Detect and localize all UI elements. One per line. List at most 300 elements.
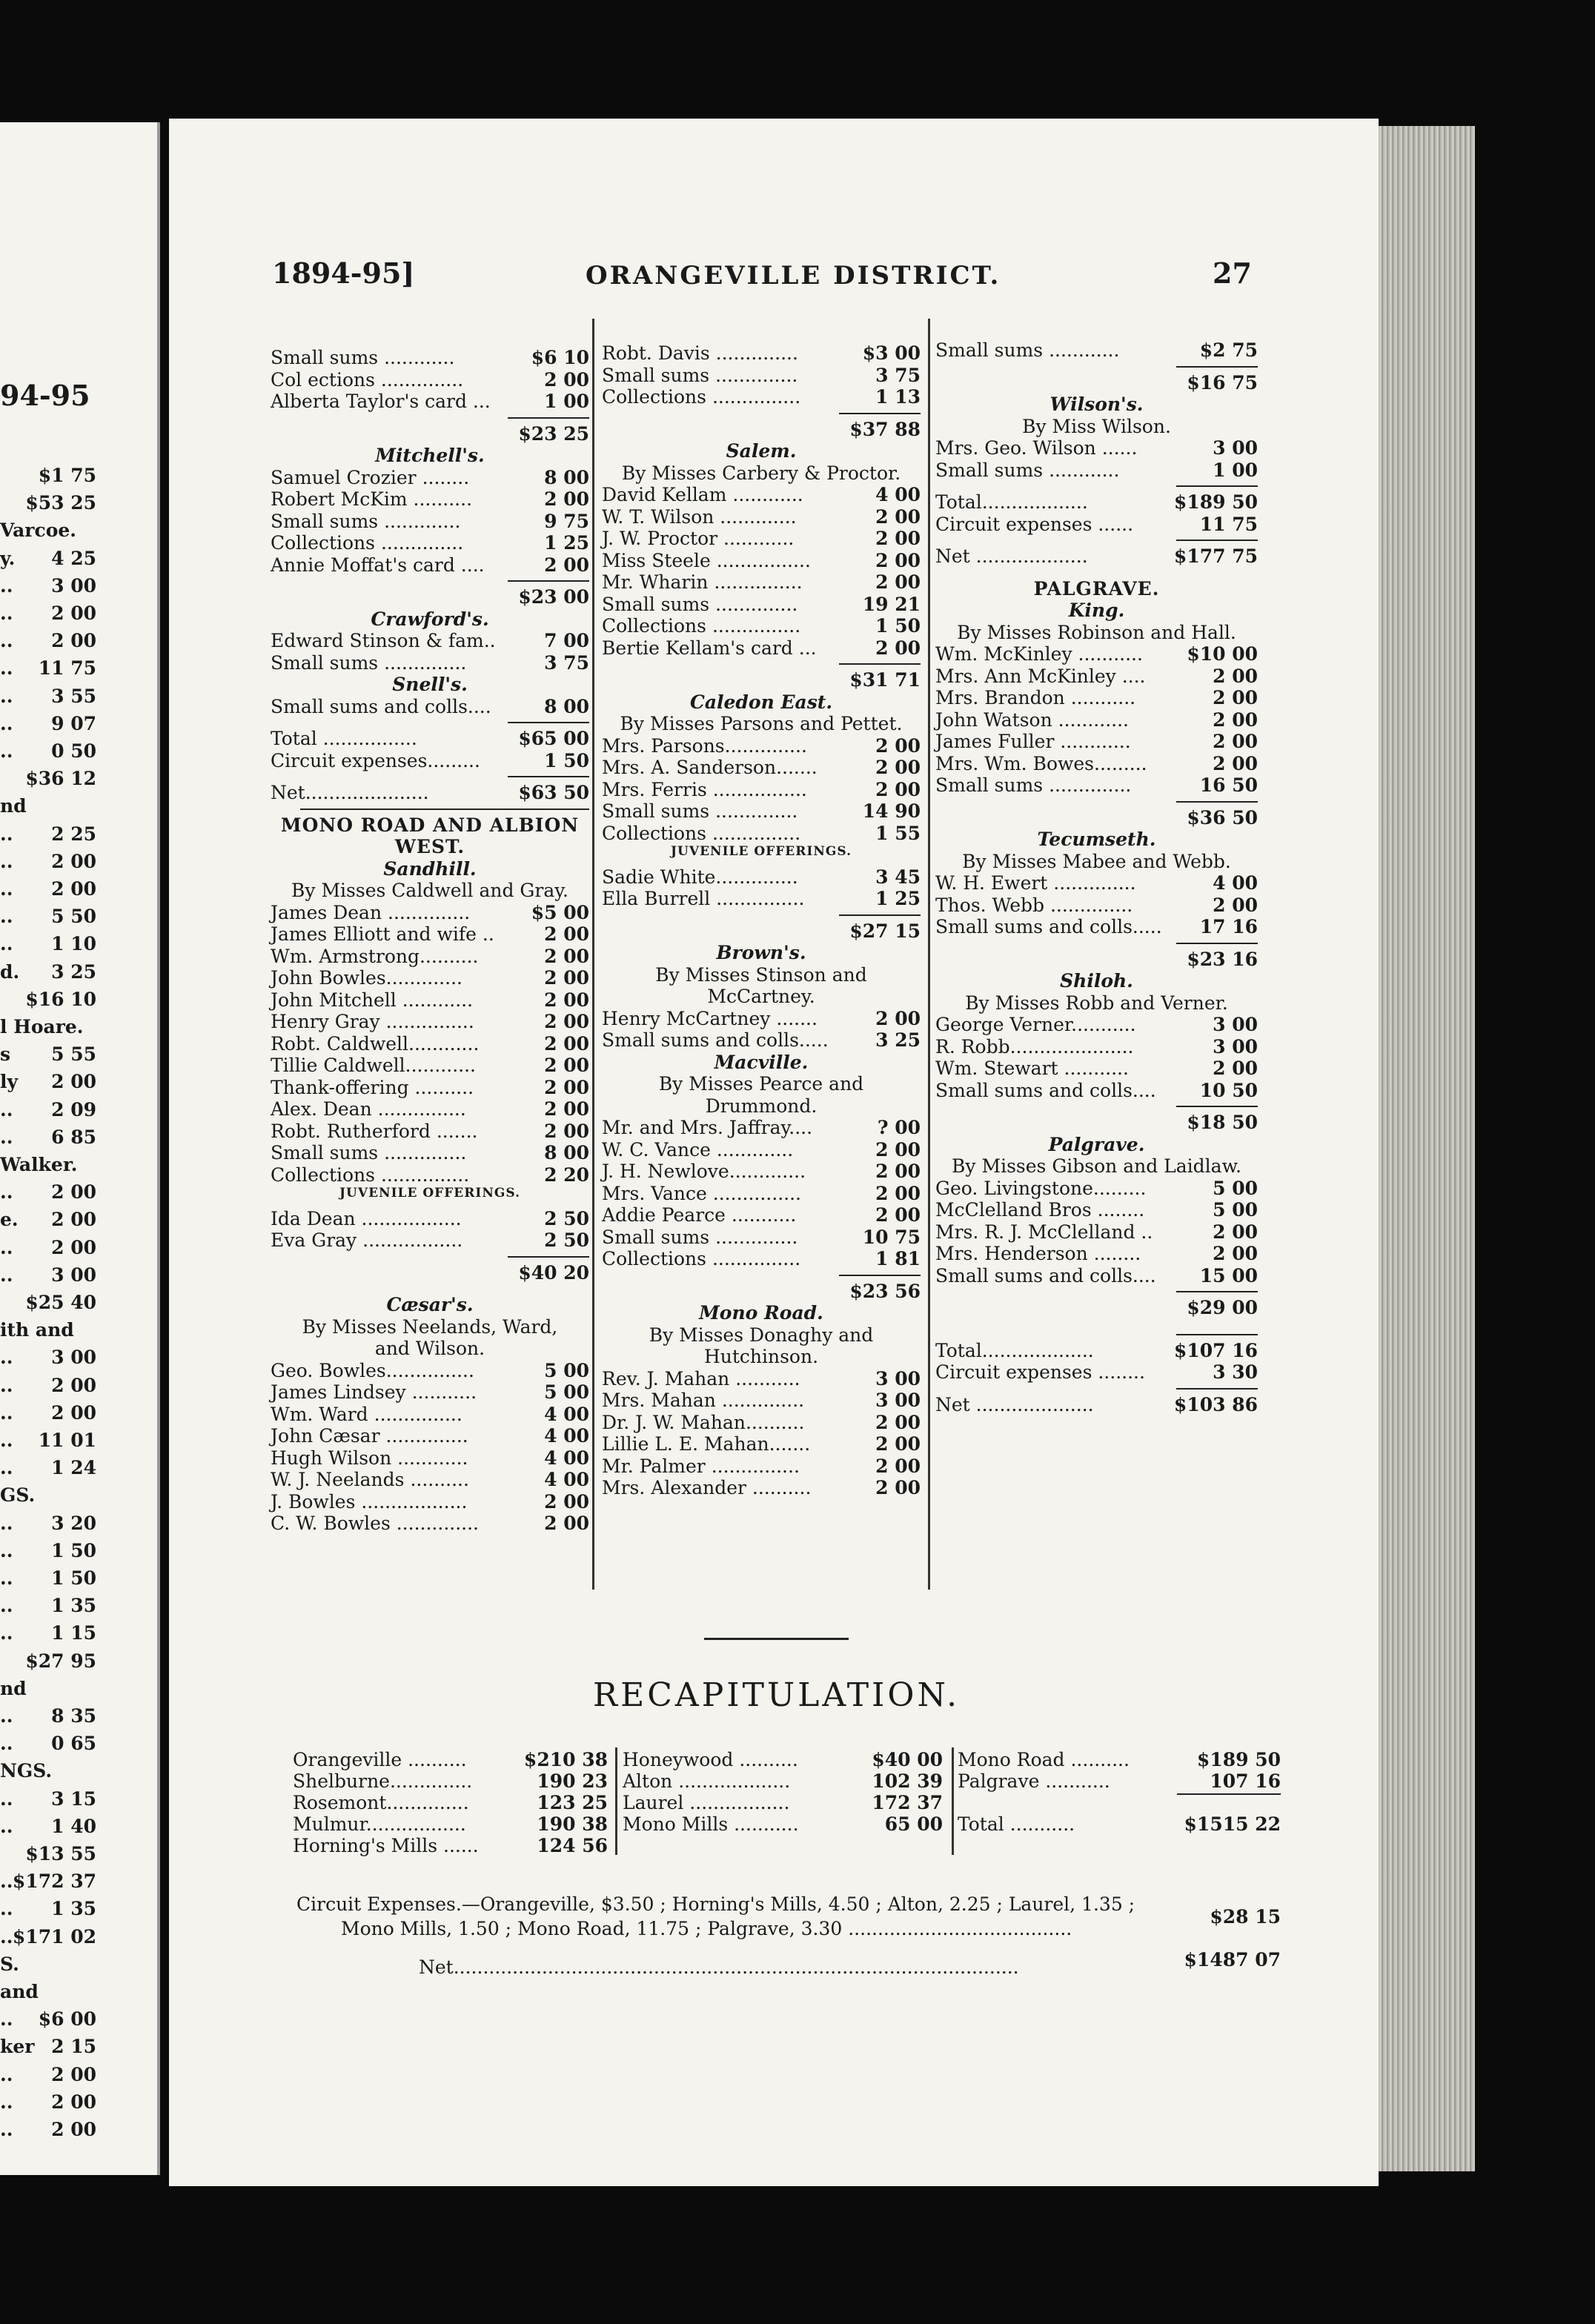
entry-amount: 2 00 bbox=[544, 1032, 589, 1055]
entry-label: Total................... bbox=[935, 1339, 1094, 1361]
ledger-entry bbox=[935, 1112, 1258, 1134]
ledger-entry bbox=[271, 369, 589, 391]
recap-rule-1 bbox=[615, 1747, 617, 1855]
entry-label: McCartney. bbox=[707, 986, 815, 1007]
congregation-heading bbox=[602, 1302, 921, 1324]
ledger-entry bbox=[602, 800, 921, 823]
entry-amount: 2 00 bbox=[544, 923, 589, 945]
entry-label: By Misses Caldwell and Gray. bbox=[291, 880, 568, 901]
entry-amount: 2 00 bbox=[544, 989, 589, 1011]
ledger-entry bbox=[602, 1455, 921, 1478]
entry-label: Samuel Crozier ........ bbox=[271, 466, 470, 488]
fragment-amount: 5 50 bbox=[51, 906, 96, 928]
entry-amount: 2 20 bbox=[544, 1163, 589, 1186]
left-page-fragment bbox=[0, 548, 96, 570]
left-page-fragment bbox=[0, 989, 96, 1011]
ledger-entry bbox=[602, 1412, 921, 1434]
fragment-amount: 2 00 bbox=[51, 1236, 96, 1258]
ledger-entry bbox=[271, 586, 589, 608]
ledger-entry bbox=[602, 571, 921, 594]
rule-line bbox=[1176, 540, 1258, 541]
rule-line bbox=[508, 417, 589, 419]
entry-label: Mr. and Mrs. Jaffray.... bbox=[602, 1117, 813, 1138]
fragment-amount: 2 00 bbox=[51, 1181, 96, 1204]
sum-rule bbox=[271, 1252, 589, 1262]
entry-label: James Elliott and wife .. bbox=[271, 923, 494, 945]
collectors-line bbox=[602, 713, 921, 735]
ledger-entry bbox=[271, 923, 589, 946]
recap-label: Orangeville .......... bbox=[293, 1749, 467, 1770]
recap-amount: $1515 22 bbox=[1184, 1813, 1281, 1835]
left-page-fragment bbox=[0, 1705, 96, 1727]
entry-label: James Fuller ............ bbox=[935, 731, 1131, 752]
fragment-label: .. bbox=[0, 1457, 13, 1479]
entry-label: Cæsar's. bbox=[386, 1294, 474, 1315]
entry-amount: $107 16 bbox=[1173, 1339, 1258, 1361]
ledger-entry bbox=[602, 365, 921, 387]
entry-label: Mrs. Geo. Wilson ...... bbox=[935, 437, 1138, 459]
fragment-label: NGS. bbox=[0, 1760, 53, 1782]
congregation-heading bbox=[935, 1134, 1258, 1156]
fragment-amount: 3 00 bbox=[51, 574, 96, 597]
entry-label: Net..................... bbox=[271, 782, 429, 803]
fragment-amount: 1 35 bbox=[51, 1595, 96, 1617]
recap-rule-2 bbox=[952, 1747, 954, 1855]
left-page-fragment bbox=[0, 1622, 96, 1644]
entry-amount: 2 00 bbox=[1213, 687, 1258, 708]
entry-label: Small sums .............. bbox=[602, 364, 798, 386]
circuit-expenses-value: $28 15 bbox=[1210, 1906, 1281, 1928]
entry-amount: 2 00 bbox=[544, 488, 589, 510]
ledger-entry bbox=[271, 532, 589, 554]
entry-amount: 2 00 bbox=[544, 1076, 589, 1098]
entry-label: Mrs. Alexander .......... bbox=[602, 1477, 812, 1498]
entry-label: By Misses Robinson and Hall. bbox=[957, 621, 1236, 643]
collectors-line bbox=[935, 992, 1258, 1015]
ledger-entry bbox=[602, 528, 921, 550]
congregation-heading bbox=[935, 394, 1258, 416]
ledger-entry bbox=[271, 967, 589, 989]
entry-label: Collections .............. bbox=[271, 532, 464, 554]
entry-label: Snell's. bbox=[392, 674, 468, 695]
ledger-entry bbox=[935, 1080, 1258, 1102]
entry-amount: 2 00 bbox=[875, 1411, 921, 1433]
entry-label: Alex. Dean ............... bbox=[271, 1098, 466, 1120]
fragment-amount: $6 00 bbox=[38, 2008, 96, 2031]
entry-label: Mrs. A. Sanderson....... bbox=[602, 757, 818, 778]
entry-label: Mr. Wharin ............... bbox=[602, 571, 803, 593]
rule-line bbox=[1176, 485, 1258, 487]
fragment-label: .. bbox=[0, 1512, 13, 1534]
entry-amount: 2 00 bbox=[1213, 1058, 1258, 1079]
fragment-label: GS. bbox=[0, 1484, 36, 1507]
recap-amount: 102 39 bbox=[872, 1770, 943, 1792]
fragment-amount: 11 01 bbox=[38, 1430, 96, 1451]
ledger-entry bbox=[602, 757, 921, 779]
entry-amount: 3 00 bbox=[875, 1367, 921, 1390]
entry-label: Mitchell's. bbox=[375, 445, 485, 466]
entry-amount: $16 75 bbox=[1187, 371, 1258, 394]
fragment-amount: 2 09 bbox=[51, 1098, 96, 1120]
fragment-amount: $53 25 bbox=[25, 492, 96, 514]
entry-label: Collections ............... bbox=[602, 615, 801, 637]
congregation-heading bbox=[271, 674, 589, 696]
collectors-line bbox=[271, 1338, 589, 1360]
ledger-entry bbox=[602, 484, 921, 506]
left-page-fragment bbox=[0, 1237, 96, 1259]
recap-amount: 123 25 bbox=[537, 1792, 608, 1813]
entry-amount: 1 25 bbox=[544, 532, 589, 554]
sum-rule bbox=[602, 1270, 921, 1281]
ledger-entry bbox=[935, 437, 1258, 459]
fragment-label: .. bbox=[0, 657, 13, 680]
entry-amount: $40 20 bbox=[518, 1261, 589, 1284]
fragment-label: d. bbox=[0, 960, 20, 983]
entry-label: Small sums .............. bbox=[935, 774, 1132, 796]
ledger-entry bbox=[271, 696, 589, 718]
entry-label: W. T. Wilson ............. bbox=[602, 505, 797, 528]
fragment-label: .. bbox=[0, 1236, 13, 1258]
recap-label: Shelburne.............. bbox=[293, 1770, 473, 1792]
ledger-entry bbox=[602, 550, 921, 572]
ledger-entry bbox=[935, 1340, 1258, 1362]
entry-label: King. bbox=[1068, 600, 1125, 621]
entry-amount: 14 90 bbox=[862, 800, 921, 822]
entry-label: Circuit expenses ........ bbox=[935, 1361, 1145, 1383]
recap-label: Rosemont.............. bbox=[293, 1792, 469, 1813]
ledger-entry bbox=[935, 1199, 1258, 1221]
fragment-label: .. bbox=[0, 1264, 13, 1286]
fragment-label: Varcoe. bbox=[0, 519, 76, 542]
entry-label: John Bowles............. bbox=[271, 967, 462, 989]
fragment-amount: 11 75 bbox=[38, 657, 96, 680]
fragment-amount: 3 20 bbox=[51, 1512, 96, 1534]
entry-amount: $65 00 bbox=[518, 728, 589, 749]
entry-label: Net ................... bbox=[935, 545, 1088, 567]
left-page-fragment bbox=[0, 1457, 96, 1479]
entry-amount: 1 00 bbox=[1213, 459, 1258, 481]
entry-amount: $5 00 bbox=[531, 901, 589, 923]
left-page-fragment bbox=[0, 1733, 96, 1755]
entry-amount: 3 00 bbox=[875, 1390, 921, 1411]
rule-line bbox=[1176, 1291, 1258, 1292]
ledger-entry bbox=[602, 637, 921, 660]
ledger-entry bbox=[935, 872, 1258, 894]
fragment-label: l Hoare. bbox=[0, 1016, 84, 1038]
recap-entry bbox=[623, 1813, 943, 1835]
fragment-label: and bbox=[0, 1981, 39, 2002]
recap-total-rule bbox=[1177, 1793, 1281, 1795]
left-page-fragment bbox=[0, 1898, 96, 1920]
spacer bbox=[935, 568, 1258, 578]
entry-label: Crawford's. bbox=[371, 608, 489, 630]
collectors-line bbox=[602, 1095, 921, 1118]
recap-entry bbox=[293, 1770, 608, 1792]
entry-label: Collections ............... bbox=[271, 1163, 470, 1186]
entry-label: Mrs. Wm. Bowes......... bbox=[935, 752, 1147, 774]
entry-label: Small sums and colls..... bbox=[935, 916, 1162, 937]
entry-amount: 9 75 bbox=[544, 510, 589, 532]
entry-amount: 4 00 bbox=[875, 484, 921, 505]
recap-column-3 bbox=[958, 1749, 1281, 1835]
left-page-fragment bbox=[0, 823, 96, 846]
sum-rule bbox=[935, 1329, 1258, 1340]
fragment-amount: $27 95 bbox=[25, 1650, 96, 1672]
fragment-label: .. bbox=[0, 1126, 13, 1148]
left-page-fragment bbox=[0, 1402, 96, 1424]
entry-label: JUVENILE OFFERINGS. bbox=[339, 1186, 520, 1201]
collectors-line bbox=[935, 416, 1258, 438]
ledger-entry bbox=[935, 1243, 1258, 1265]
recap-label: Mulmur................. bbox=[293, 1813, 466, 1835]
entry-amount: 7 00 bbox=[544, 630, 589, 651]
entry-label: Edward Stinson & fam.. bbox=[271, 630, 496, 651]
recap-label: Palgrave ........... bbox=[958, 1770, 1110, 1792]
ledger-entry bbox=[271, 1033, 589, 1055]
sum-rule bbox=[271, 771, 589, 782]
ledger-entry bbox=[271, 1164, 589, 1186]
left-page-fragment bbox=[0, 2064, 96, 2086]
ledger-entry bbox=[271, 728, 589, 750]
entry-label: Robert McKim .......... bbox=[271, 488, 473, 510]
recap-title: RECAPITULATION. bbox=[593, 1676, 961, 1714]
entry-label: Small sums .............. bbox=[271, 1142, 467, 1163]
fragment-amount: 2 00 bbox=[51, 1401, 96, 1424]
left-page-fragment bbox=[0, 657, 96, 680]
rule-line bbox=[839, 663, 921, 665]
entry-amount: 2 00 bbox=[875, 757, 921, 778]
entry-amount: 4 00 bbox=[544, 1403, 589, 1425]
entry-label: Col ections .............. bbox=[271, 368, 464, 391]
left-page-fragment bbox=[0, 575, 96, 597]
recap-entry bbox=[958, 1770, 1281, 1792]
ledger-entry bbox=[935, 731, 1258, 753]
entry-amount: ? 00 bbox=[877, 1117, 921, 1138]
ledger-entry bbox=[935, 545, 1258, 568]
fragment-amount: $36 12 bbox=[25, 768, 96, 790]
entry-amount: 2 00 bbox=[544, 1490, 589, 1513]
fragment-label: e. bbox=[0, 1209, 19, 1231]
ledger-entry bbox=[271, 391, 589, 413]
fragment-label: .. bbox=[0, 823, 13, 845]
ledger-entry bbox=[602, 1117, 921, 1139]
entry-label: Mrs. Mahan .............. bbox=[602, 1390, 805, 1411]
fragment-amount: 3 55 bbox=[51, 685, 96, 707]
left-page-fragment bbox=[0, 1567, 96, 1590]
ledger-entry bbox=[602, 1204, 921, 1226]
sum-rule bbox=[271, 413, 589, 423]
entry-label: Small sums ............ bbox=[271, 347, 455, 368]
ledger-entry bbox=[271, 1142, 589, 1164]
entry-amount: 2 00 bbox=[875, 1204, 921, 1226]
rule-line bbox=[300, 809, 589, 810]
entry-amount: 2 00 bbox=[875, 637, 921, 659]
circuit-expenses-line-1 bbox=[296, 1893, 1135, 1915]
fragment-label: .. bbox=[0, 1898, 13, 1920]
recap-amount: 107 16 bbox=[1210, 1770, 1281, 1792]
rule-line bbox=[1176, 801, 1258, 803]
entry-amount: 2 00 bbox=[1213, 708, 1258, 731]
spacer bbox=[271, 1284, 589, 1294]
entry-label: Thank-offering .......... bbox=[271, 1076, 474, 1098]
entry-label: Small sums .............. bbox=[602, 1226, 798, 1248]
entry-amount: 2 00 bbox=[875, 1161, 921, 1182]
rule-line bbox=[508, 580, 589, 582]
fragment-amount: 2 00 bbox=[51, 1374, 96, 1396]
fragment-amount: 1 50 bbox=[51, 1567, 96, 1589]
recap-entry bbox=[293, 1835, 608, 1856]
entry-label: Tecumseth. bbox=[1037, 829, 1156, 850]
circuit-expenses-text-2: Mono Mills, 1.50 ; Mono Road, 11.75 ; Palgrave, 3.30 ...................................... bbox=[341, 1918, 1072, 1939]
entry-label: Henry Gray ............... bbox=[271, 1011, 474, 1032]
left-page-fragment bbox=[0, 851, 96, 873]
left-page-fragment bbox=[0, 1870, 96, 1893]
ledger-entry bbox=[935, 1058, 1258, 1080]
recap-label: Mono Mills ........... bbox=[623, 1813, 799, 1835]
entry-label: Alberta Taylor's card ... bbox=[271, 391, 491, 412]
entry-label: Geo. Livingstone......... bbox=[935, 1177, 1147, 1199]
entry-label: Thos. Webb .............. bbox=[935, 894, 1133, 916]
recap-label: Total ........... bbox=[958, 1813, 1075, 1835]
entry-label: Eva Gray ................. bbox=[271, 1229, 463, 1251]
ledger-entry bbox=[602, 1183, 921, 1205]
ledger-entry bbox=[271, 467, 589, 489]
entry-amount: 16 50 bbox=[1199, 774, 1258, 796]
fragment-label: .. bbox=[0, 1787, 13, 1810]
sum-rule bbox=[935, 1101, 1258, 1112]
left-page-fragment bbox=[0, 1953, 96, 1976]
entry-amount: $36 50 bbox=[1187, 806, 1258, 829]
fragment-amount: 4 25 bbox=[51, 547, 96, 569]
entry-amount: 4 00 bbox=[544, 1425, 589, 1447]
sum-rule bbox=[935, 362, 1258, 372]
recap-column-1 bbox=[293, 1749, 608, 1856]
fragment-label: .. bbox=[0, 1374, 13, 1396]
collectors-line bbox=[602, 1073, 921, 1095]
entry-amount: $23 25 bbox=[518, 422, 589, 445]
ledger-entry bbox=[935, 643, 1258, 665]
ledger-entry bbox=[935, 949, 1258, 971]
entry-amount: $29 00 bbox=[1187, 1297, 1258, 1318]
entry-amount: 2 00 bbox=[544, 368, 589, 391]
column-3 bbox=[935, 339, 1258, 1415]
entry-label: Bertie Kellam's card ... bbox=[602, 637, 817, 659]
ledger-entry bbox=[271, 1208, 589, 1230]
fragment-label: .. bbox=[0, 1705, 13, 1727]
entry-amount: 1 50 bbox=[875, 615, 921, 637]
entry-label: Robt. Caldwell............ bbox=[271, 1032, 480, 1055]
sum-rule bbox=[602, 408, 921, 419]
entry-label: By Misses Neelands, Ward, bbox=[302, 1315, 558, 1338]
entry-amount: $18 50 bbox=[1187, 1112, 1258, 1133]
left-page-fragment bbox=[0, 1595, 96, 1617]
entry-label: Macville. bbox=[714, 1051, 809, 1073]
entry-label: R. Robb..................... bbox=[935, 1035, 1134, 1058]
collectors-line bbox=[602, 986, 921, 1008]
fragment-amount: 2 00 bbox=[51, 850, 96, 872]
entry-amount: 1 00 bbox=[544, 391, 589, 412]
entry-amount: 3 00 bbox=[1213, 1014, 1258, 1035]
fragment-amount: $172 37 bbox=[12, 1870, 96, 1893]
fragment-amount: 8 35 bbox=[51, 1705, 96, 1727]
left-page-fragment bbox=[0, 1126, 96, 1149]
ledger-entry bbox=[935, 372, 1258, 394]
entry-label: C. W. Bowles .............. bbox=[271, 1513, 479, 1534]
entry-amount: 2 00 bbox=[544, 1055, 589, 1076]
entry-label: McClelland Bros ........ bbox=[935, 1199, 1145, 1221]
entry-amount: 2 00 bbox=[544, 1098, 589, 1120]
fragment-label: .. bbox=[0, 2091, 13, 2113]
entry-amount: $189 50 bbox=[1173, 491, 1258, 513]
left-page bbox=[0, 122, 160, 2175]
recap-label: Honeywood .......... bbox=[623, 1749, 798, 1770]
entry-amount: 3 00 bbox=[1213, 1035, 1258, 1058]
fragment-amount: $13 55 bbox=[25, 1843, 96, 1865]
ledger-entry bbox=[271, 423, 589, 445]
fragment-amount: 2 00 bbox=[51, 2063, 96, 2085]
left-page-year: 94-95 bbox=[0, 379, 90, 412]
entry-amount: 2 00 bbox=[1213, 894, 1258, 916]
ledger-entry bbox=[271, 902, 589, 924]
fragment-label: .. bbox=[0, 1622, 13, 1644]
ledger-entry bbox=[602, 1368, 921, 1390]
entry-amount: 8 00 bbox=[544, 466, 589, 488]
fragment-label: nd bbox=[0, 1677, 27, 1699]
entry-amount: 2 00 bbox=[1213, 1243, 1258, 1264]
sum-rule bbox=[602, 659, 921, 669]
congregation-heading bbox=[602, 440, 921, 462]
left-page-fragment bbox=[0, 713, 96, 735]
entry-label: MONO ROAD AND ALBION bbox=[280, 814, 580, 836]
entry-amount: 2 00 bbox=[1213, 731, 1258, 752]
entry-label: Circuit expenses ...... bbox=[935, 513, 1134, 535]
entry-amount: 8 00 bbox=[544, 1142, 589, 1163]
column-rule-2 bbox=[928, 319, 930, 1590]
ledger-entry bbox=[935, 753, 1258, 775]
entry-label: Small sums ............. bbox=[271, 510, 461, 532]
net-label: Net................................................................................................ bbox=[419, 1956, 1019, 1978]
collectors-line bbox=[602, 1324, 921, 1347]
entry-label: James Lindsey ........... bbox=[271, 1381, 477, 1403]
entry-label: Small sums .............. bbox=[602, 800, 798, 822]
sum-rule bbox=[271, 804, 589, 814]
entry-label: By Misses Robb and Verner. bbox=[965, 992, 1228, 1014]
fragment-label: .. bbox=[0, 740, 13, 762]
ledger-entry bbox=[935, 1265, 1258, 1287]
fragment-amount: 3 00 bbox=[51, 1264, 96, 1286]
fragment-amount: 1 15 bbox=[51, 1622, 96, 1644]
fragment-label: .. bbox=[0, 574, 13, 597]
ledger-entry bbox=[935, 1178, 1258, 1200]
left-page-fragment bbox=[0, 519, 96, 542]
entry-amount: $31 71 bbox=[849, 669, 921, 691]
ledger-entry bbox=[935, 514, 1258, 536]
entry-label: PALGRAVE. bbox=[1033, 577, 1160, 600]
fragment-label: .. bbox=[0, 1098, 13, 1120]
rule-line bbox=[1176, 1334, 1258, 1335]
entry-label: Addie Pearce ........... bbox=[602, 1204, 797, 1226]
entry-label: Total ................ bbox=[271, 728, 417, 749]
left-page-fragment bbox=[0, 1788, 96, 1810]
entry-label: Miss Steele ................ bbox=[602, 549, 811, 571]
left-page-fragment bbox=[0, 1209, 96, 1231]
ledger-entry bbox=[935, 491, 1258, 514]
fragment-amount: 6 85 bbox=[51, 1126, 96, 1148]
entry-label: Mrs. Henderson ........ bbox=[935, 1243, 1141, 1264]
ledger-entry bbox=[602, 735, 921, 757]
entry-label: Mrs. Parsons.............. bbox=[602, 734, 807, 757]
ledger-entry bbox=[602, 920, 921, 943]
